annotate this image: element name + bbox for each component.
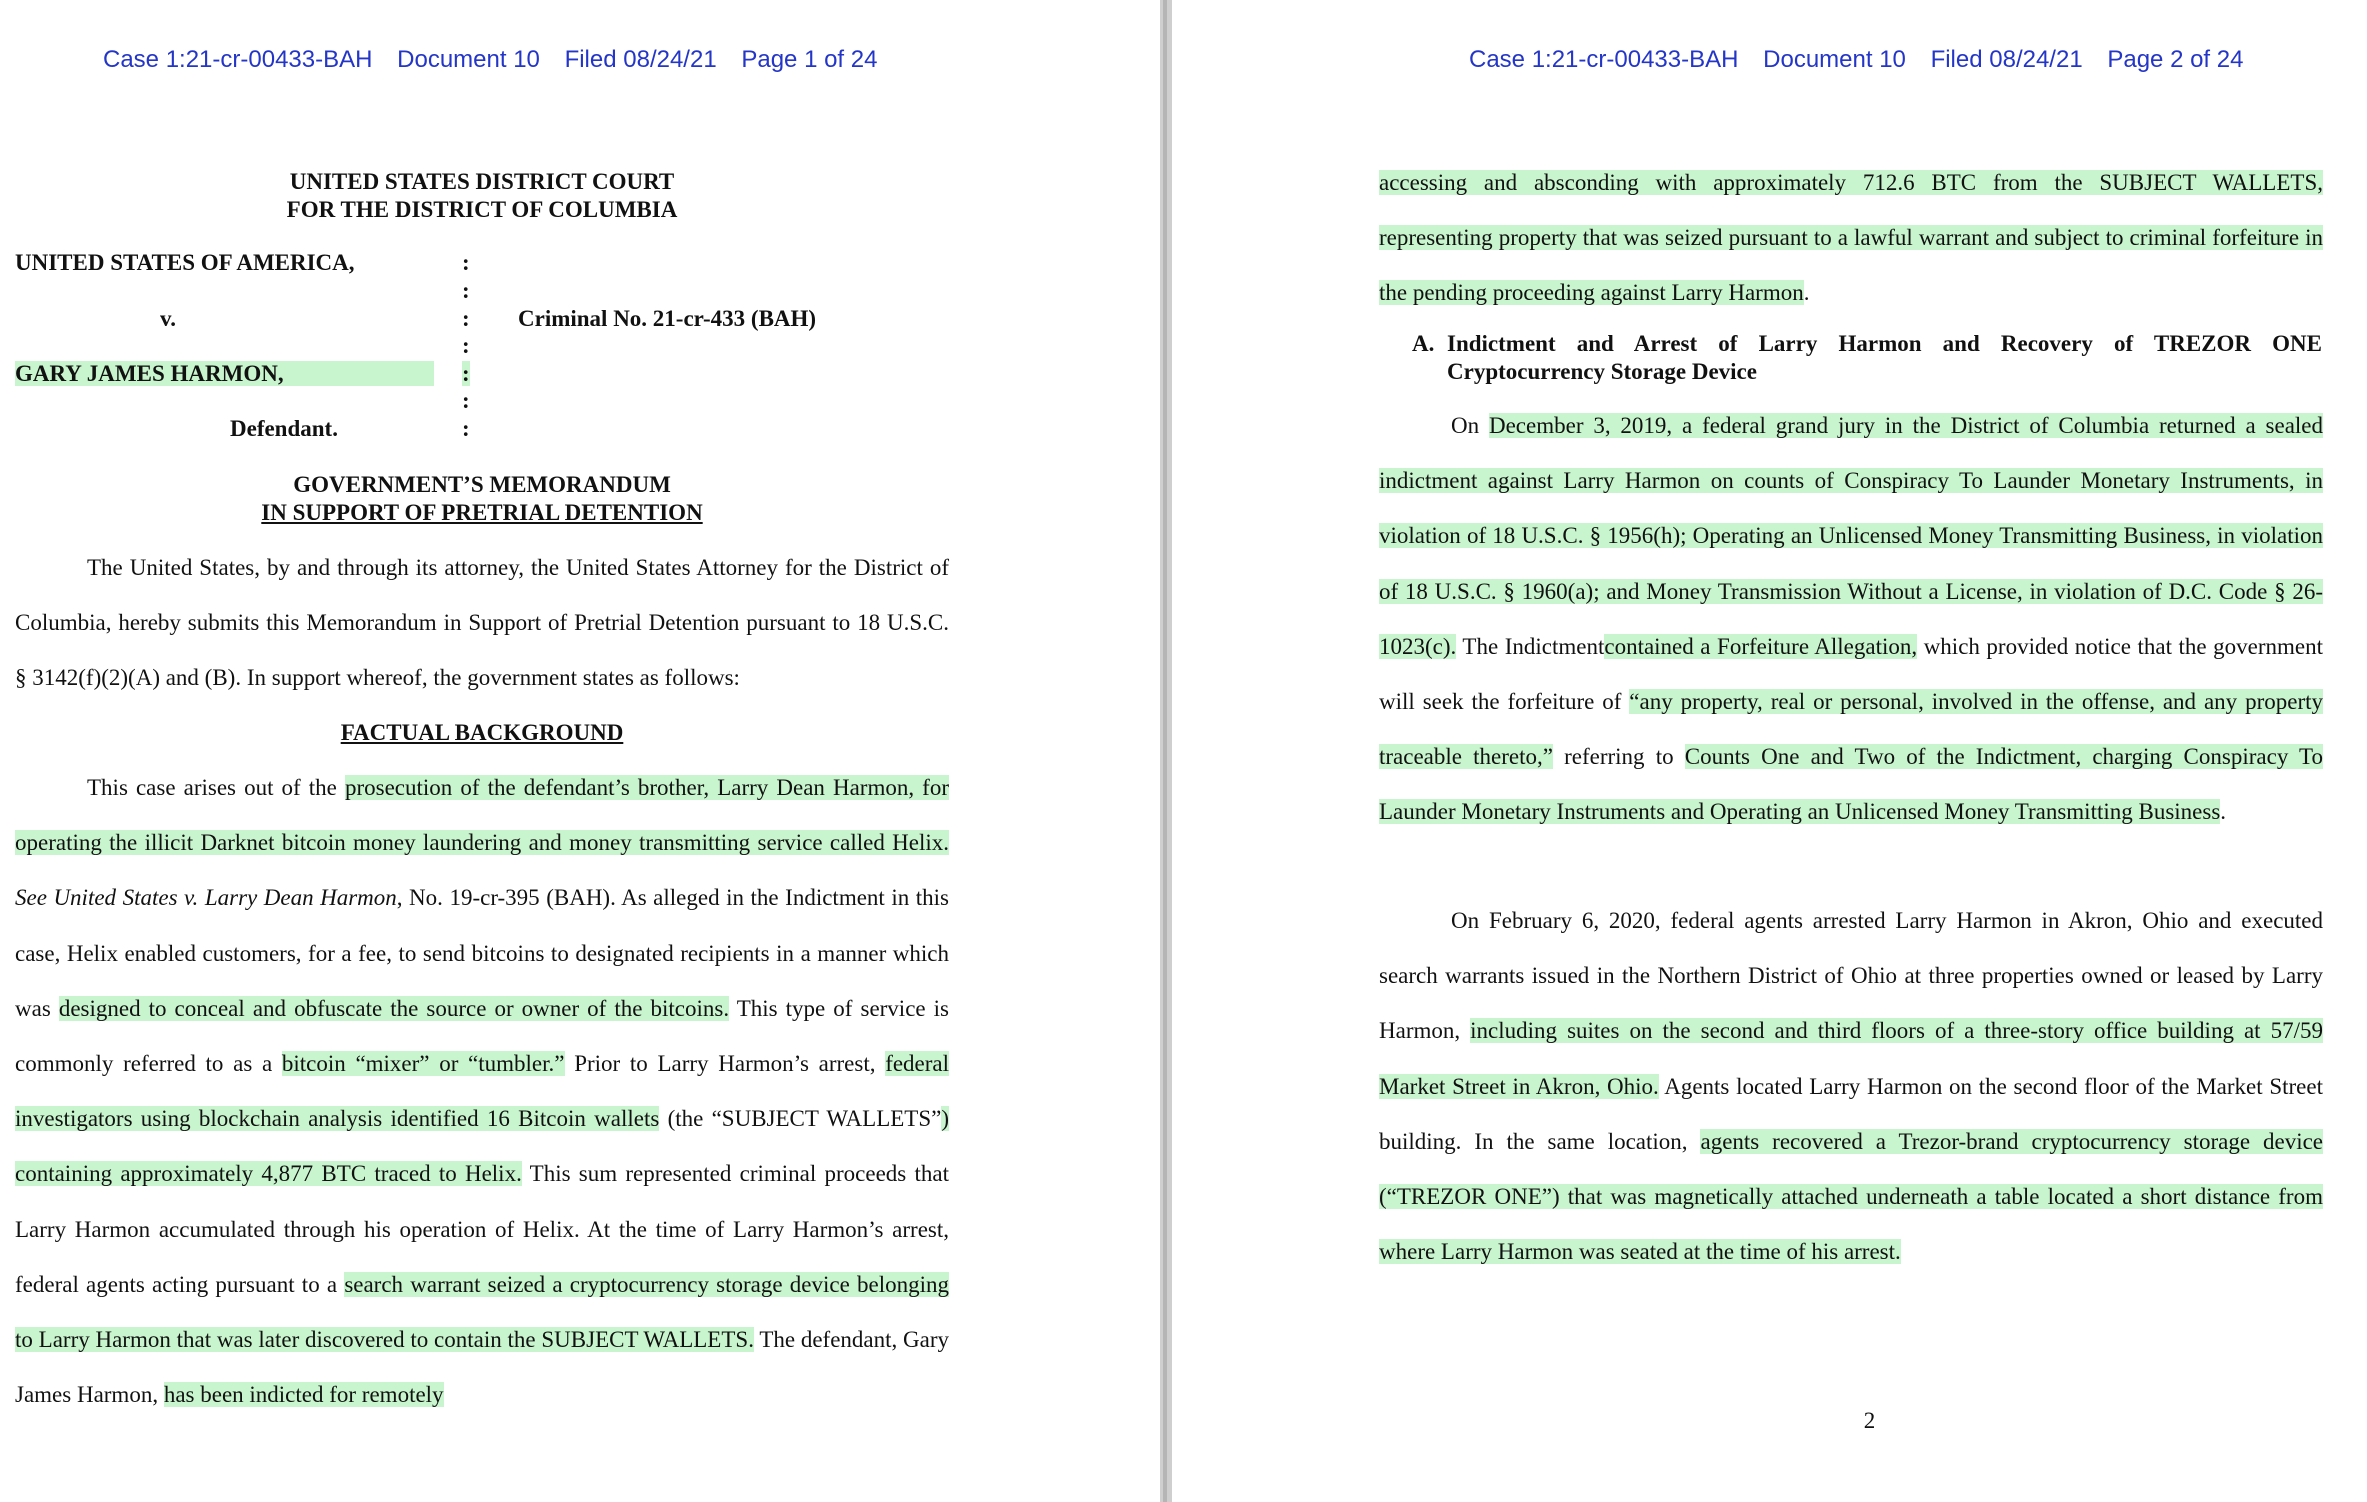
memo-title-line-1: GOVERNMENT’S MEMORANDUM bbox=[293, 472, 671, 497]
defendant-name: GARY JAMES HARMON, bbox=[15, 361, 434, 387]
caption-colon: : bbox=[462, 250, 470, 275]
plaintiff-name: UNITED STATES OF AMERICA, bbox=[15, 250, 355, 275]
indictment-paragraph: On December 3, 2019, a federal grand jury in the District of Columbia returned a sealed indictment against Larry Harmon on counts of Conspiracy To Launder Monetary Instruments, in violation of 18 U.S.C. § 1956(h); Operating an Unlicensed Money Transmitting Business, in violation of 18 U.S.C. § 1960(a); and Money Transmission Without a License, in violation of D.C. Code § 26-1023(c). The Indictmentcontained a Forfeiture Allegation, which provided notice that the government will seek the forfeiture of “any property, real or personal, involved in the offense, and any property traceable thereto,” referring to Counts One and Two of the Indictment, charging Conspiracy To Launder Monetary Instruments and Operating an Unlicensed Money Transmitting Business. bbox=[1379, 413, 2324, 825]
criminal-number: Criminal No. 21-cr-433 (BAH) bbox=[518, 306, 817, 331]
court-name bbox=[0, 168, 964, 224]
arrest-paragraph: On February 6, 2020, federal agents arrested Larry Harmon in Akron, Ohio and executed search warrants issued in the Northern District of Ohio at three properties owned or leased by Larry Harmon, including suites on the second and third floors of a three-story office building at 57/59 Market Street in Akron, Ohio. Agents located Larry Harmon on the second floor of the Market Street building. In the same location, agents recovered a Trezor-brand cryptocurrency storage device (“TREZOR ONE”) that was magnetically attached underneath a table located a short distance from where Larry Harmon was seated at the time of his arrest. bbox=[1379, 908, 2323, 1265]
case-number: Case 1:21-cr-00433-BAH bbox=[103, 46, 373, 73]
sub-heading-text: Indictment and Arrest of Larry Harmon and Recovery of TREZOR ONE Cryptocurrency Storage Device bbox=[1447, 331, 2322, 384]
page-number: 2 bbox=[1863, 1408, 1876, 1433]
caption-colon: : bbox=[462, 361, 470, 386]
memo-title-line-2: IN SUPPORT OF PRETRIAL DETENTION bbox=[261, 500, 703, 525]
section-heading: FACTUAL BACKGROUND bbox=[340, 720, 624, 745]
case-header bbox=[103, 46, 1160, 74]
sub-heading bbox=[1412, 330, 2322, 386]
case-caption bbox=[15, 250, 955, 450]
memo-title bbox=[0, 471, 964, 527]
document-number: Document 10 bbox=[397, 46, 540, 73]
document-page-2 bbox=[1172, 0, 2367, 1502]
filed-date: Filed 08/24/21 bbox=[1930, 46, 2083, 73]
filed-date: Filed 08/24/21 bbox=[564, 46, 717, 73]
defendant-label: Defendant. bbox=[230, 416, 338, 441]
court-line-2: FOR THE DISTRICT OF COLUMBIA bbox=[286, 197, 678, 222]
page-divider bbox=[1160, 0, 1172, 1502]
page-indicator: Page 1 of 24 bbox=[741, 46, 878, 73]
page-indicator: Page 2 of 24 bbox=[2107, 46, 2244, 73]
background-paragraph: This case arises out of the prosecution of the defendant’s brother, Larry Dean Harmon, for operating the illicit Darknet bitcoin money laundering and money transmitting service called Helix. See United States v. Larry Dean Harmon, No. 19-cr-395 (BAH). As alleged in the Indictment in this case, Helix enabled customers, for a fee, to send bitcoins to designated recipients in a manner which was designed to conceal and obfuscate the source or owner of the bitcoins. This type of service is commonly referred to as a bitcoin “mixer” or “tumbler.” Prior to Larry Harmon’s arrest, federal investigators using blockchain analysis identified 16 Bitcoin wallets (the “SUBJECT WALLETS”) containing approximately 4,877 BTC traced to Helix. This sum represented criminal proceeds that Larry Harmon accumulated through his operation of Helix. At the time of Larry Harmon’s arrest, federal agents acting pursuant to a search warrant seized a cryptocurrency storage device belonging to Larry Harmon that was later discovered to contain the SUBJECT WALLETS. The defendant, Gary James Harmon, has been indicted for remotely bbox=[15, 775, 950, 1408]
document-page-1 bbox=[0, 0, 1160, 1502]
case-number: Case 1:21-cr-00433-BAH bbox=[1469, 46, 1739, 73]
intro-paragraph: The United States, by and through its attorney, the United States Attorney for the District of Columbia, hereby submits this Memorandum in Support of Pretrial Detention pursuant to 18 U.S.C. § 3142(f)(2)(A) and (B). In support whereof, the government states as follows: bbox=[15, 555, 949, 691]
caption-colon: : bbox=[462, 306, 470, 331]
caption-colon: : bbox=[462, 416, 470, 441]
versus-label: v. bbox=[160, 306, 176, 331]
caption-colon: : bbox=[462, 388, 470, 413]
court-line-1: UNITED STATES DISTRICT COURT bbox=[289, 169, 675, 194]
sub-heading-letter: A. bbox=[1412, 331, 1435, 356]
continued-paragraph: accessing and absconding with approximately 712.6 BTC from the SUBJECT WALLETS, representing property that was seized pursuant to a lawful warrant and subject to criminal forfeiture in the pending proceeding against Larry Harmon. bbox=[1379, 170, 2323, 306]
caption-colon: : bbox=[462, 278, 470, 303]
case-header bbox=[1469, 46, 2367, 74]
caption-colon: : bbox=[462, 333, 470, 358]
document-number: Document 10 bbox=[1763, 46, 1906, 73]
